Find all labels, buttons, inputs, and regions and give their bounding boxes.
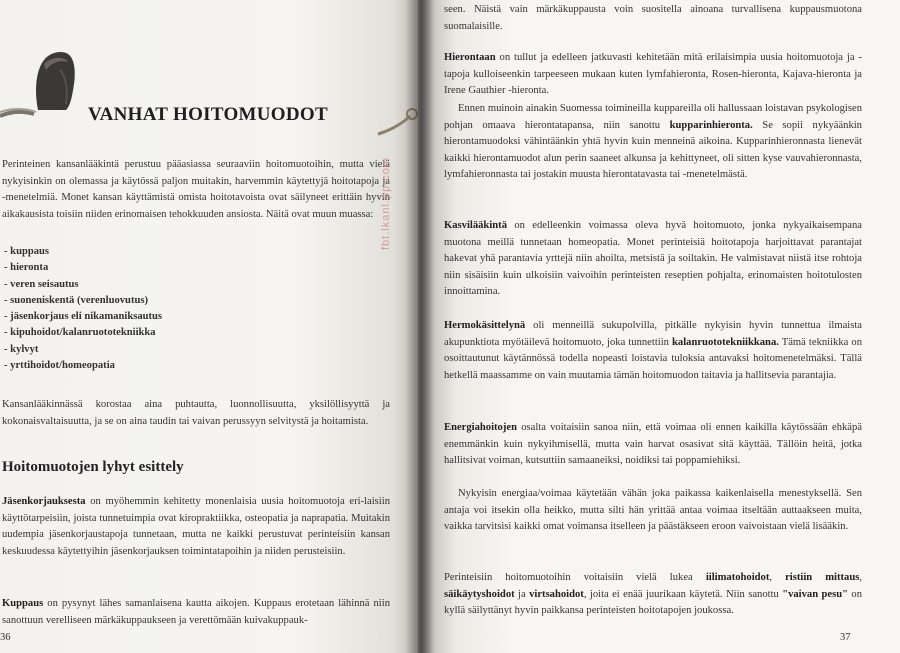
- term-kupparinhieronta: kupparinhieronta.: [669, 119, 753, 131]
- kasvilaakinta-text: on edelleenkin voimassa oleva hyvä hoitomuoto, jonka nykyaikaisempana muotona meillä tunnetaan homeopatia. Monet perinteisiä hoitotapoja harjoittavat parantajat hakevat yhä parantavia yrttejä niin ahoilta, metsistä ja soiltakin. He valmistavat niistä itse rohtoja niin sisäisiin kuin ulkoisiin vaivoihin perinteisten reseptien pohjalta, erinomaisten hoitotulosten innoittamina.: [444, 220, 862, 297]
- list-item: - yrttihoidot/homeopatia: [4, 360, 115, 372]
- term-iilimatohoidot: iilimatohoidot: [705, 572, 770, 583]
- term-ristiin-mittaus: ristiin mittaus: [785, 572, 860, 583]
- term-kuppaus: Kuppaus: [2, 598, 44, 609]
- kupparinhieronta-paragraph: [444, 101, 862, 184]
- list-item: - suoneniskentä (verenluovutus): [4, 294, 149, 306]
- page-number-right: 37: [840, 632, 851, 643]
- energiahoito-paragraph: [444, 420, 862, 470]
- hermo-text-a: oli menneillä sukupolvilla, pitkälle nykyisin hyvin tunnettua ilmaista akupunktiota myötäilevä hoitomuoto, joka tunnettiin: [444, 320, 862, 348]
- other-text-b: , joita ei enää juurikaan käytetä. Niin sanottu: [583, 588, 783, 600]
- page-number-left: 36: [0, 632, 11, 643]
- list-item: - hieronta: [4, 262, 49, 274]
- watermark: fbt.lkanl.pp.com: [380, 156, 392, 250]
- term-hieronta: Hierontaan: [444, 52, 496, 63]
- jasenkorjaus-paragraph: [2, 494, 390, 560]
- term-saikaytyshoidot: säikäytyshoidot: [444, 588, 515, 600]
- separator: ja: [514, 588, 530, 600]
- kuppaus-paragraph: [2, 596, 390, 629]
- kasvilaakinta-paragraph: [444, 218, 862, 301]
- list-item: - veren seisautus: [4, 278, 79, 290]
- separator: ,: [769, 572, 786, 583]
- other-treatments-paragraph: [444, 570, 862, 620]
- other-text-c: on kyllä säilyttänyt hyvin paikkansa perinteisten hoitotapojen joukossa.: [444, 588, 862, 616]
- book-gutter: [405, 0, 435, 653]
- separator: ,: [859, 572, 863, 583]
- term-kalanruototekniikka: kalanruototekniikkana.: [672, 336, 779, 348]
- other-text-a: Perinteisiin hoitomuotoihin voitaisiin vielä lukea: [444, 572, 706, 583]
- kuppaus-continuation: seen. Näistä vain märkäkuppausta voin suositella ainoana turvallisena kuppausmuotona suomalaisille.: [444, 4, 862, 32]
- term-kasvilaakinta: Kasvilääkintä: [444, 220, 507, 231]
- term-jasenkorjaus: Jäsenkorjauksesta: [2, 496, 86, 507]
- hermokasittely-paragraph: [444, 318, 862, 384]
- term-virtsahoidot: virtsahoidot: [529, 588, 584, 600]
- list-item: - kipuhoidot/kalanruototekniikka: [4, 327, 156, 339]
- term-energiahoito: Energiahoitojen: [444, 422, 517, 433]
- list-item: - kuppaus: [4, 246, 50, 257]
- energiahoito-text: osalta voitaisiin sanoa niin, että voimaa oli ennen kaikilla käytössään ehkäpä enemmänkin kuin nykyihmisellä, mutta vain harvat osasivat sitä käyttää. Tällöin heitä, jotka hallitsivat voiman, kutsuttiin samaaneiksi, noidiksi tai poppamiehiksi.: [444, 422, 862, 466]
- kuppari-text-a: Ennen muinoin ainakin Suomessa toimineilla kuppareilla oli hallussaan loistavan psykologisen pohjan omaava hierontatapansa, niin sanottu: [444, 103, 862, 131]
- intro-paragraph: Perinteinen kansanlääkintä perustuu pääasiassa seuraaviin hoitomuotoihin, mutta vielä nykyisinkin on olemassa ja käytössä paljon muitakin, harvemmin käytettyjä hoitotapoja ja -menetelmiä. Monet kansan käyttämistä omista hoitotavoista ovat säilyneet erittäin hyvin aikakausista toisiin niiden erinomaisen tehokkuuden ansiosta. Näitä ovat muun muassa:: [2, 159, 390, 220]
- hieronta-paragraph: [444, 50, 862, 100]
- energiahoito-paragraph-2: Nykyisin energiaa/voimaa käytetään vähän joka paikassa kaikenlaisella menestyksellä. Sen antaja voi itsekin olla heikko, mutta silti hän yrittää antaa voimaa itseltään auttaakseen muita, vaikka tarvitsisi kaikki omat voimansa itselleen ja päästäkseen eroon vaivoistaan vielä lisääkin.: [444, 488, 862, 532]
- summary-paragraph: Kansanlääkinnässä korostaa aina puhtautta, luonnollisuutta, yksilöllisyyttä ja kokonaisvaltaisuutta, ja se on aina taudin tai vaivan perussyyn selvitystä ja hoitamista.: [2, 399, 390, 427]
- jasenkorjaus-text: on myöhemmin kehitetty monenlaisia uusia hoitomuotoja eri-laisiin käyttötarpeisiin, joista tunnetuimpia ovat kiropraktiikka, osteopatia ja naprapatia. Muitakin uudempia jäsenkorjaustapoja tunnetaan, mutta ne kaikki perustuvat perinteisiin kansan keskuudessa käytettyihin jäsenkorjauksen toimintatapoihin ja niiden perusteisiin.: [2, 496, 390, 557]
- hieronta-text: on tullut ja edelleen jatkuvasti kehitetään mitä erilaisimpia uusia hoitomuotoja ja -tapoja kulloiseenkin tarpeeseen mukaan kuten lymfahieronta, Rosen-hieronta, Kajava-hieronta ja Irene Gauthier -hieronta.: [444, 52, 862, 96]
- list-item: - jäsenkorjaus eli nikamaniksautus: [4, 311, 163, 323]
- hermo-text-b: Tämä tekniikka on osoittautunut käytännössä todella nopeasti loistavia tuloksia antavaksi hoitomenetelmäksi. Tällä hetkellä maassamme on vain muutamia tämän hoitomuodon taitavia ja hallitsevia parantajia.: [444, 336, 863, 381]
- right-page: [418, 0, 900, 653]
- kuppaus-text: on pysynyt lähes samanlaisena kautta aikojen. Kuppaus erotetaan lähinnä niin sanottuun verelliseen märkäkuppaukseen ja verettömään kuivakuppauk-: [2, 598, 390, 626]
- kuppari-text-b: Se sopii nykyäänkin hierontamuodoksi vähintäänkin yhtä hyvin kuin menneinä aikoina. Kupparinhieronnasta lienevät kaikki hierontamuodot alun perin saaneet alkunsa ja kehittyneet, oli sitten kyse vauvahieronnasta, lymfahieronnasta tai jostakin muusta hierontatavasta tai -menetelmästä.: [444, 119, 862, 180]
- section-subheading: Hoitomuotojen lyhyt esittely: [2, 459, 184, 475]
- page-title: VANHAT HOITOMUODOT: [88, 104, 328, 125]
- term-vaivan-pesu: "vaivan pesu": [782, 588, 848, 600]
- treatment-list: [4, 244, 162, 374]
- list-item: - kylvyt: [4, 343, 39, 355]
- term-hermokasittely: Hermokäsittelynä: [444, 320, 526, 331]
- left-page: [0, 0, 418, 653]
